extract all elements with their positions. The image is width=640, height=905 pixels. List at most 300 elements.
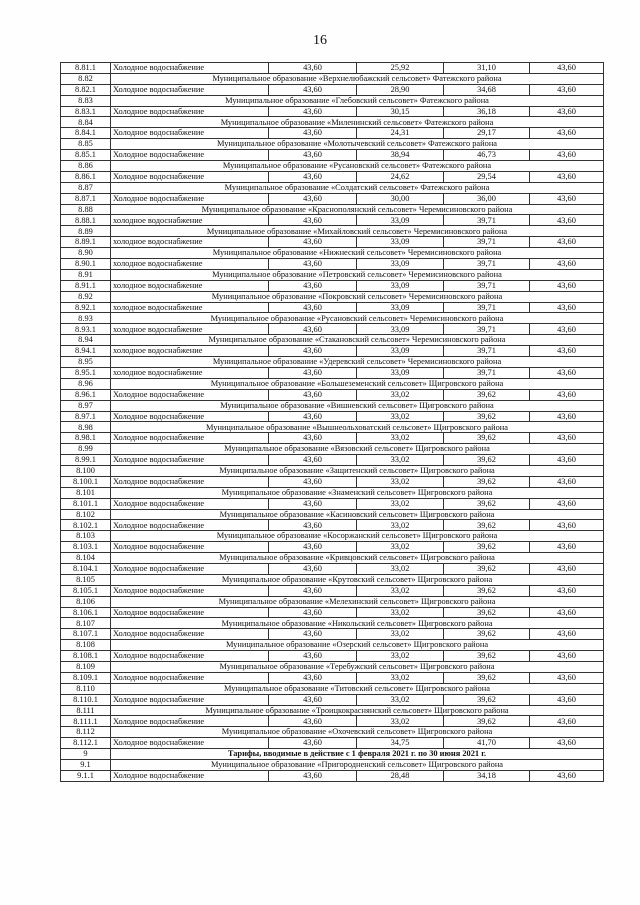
tariff-value-4: 43,60 [530,585,604,596]
row-number: 8.100 [61,465,111,476]
row-number: 8.109 [61,661,111,672]
tariff-value-3: 39,62 [444,672,530,683]
tariff-value-3: 39,71 [444,259,530,270]
row-number: 8.102 [61,509,111,520]
tariff-value-3: 31,10 [444,63,530,74]
row-number: 8.93.1 [61,324,111,335]
row-number: 8.102.1 [61,520,111,531]
service-name: холодное водоснабжение [111,259,269,270]
municipality-name: Муниципальное образование «Охочевский сельсовет» Щигровского района [111,727,604,738]
tariff-value-3: 34,68 [444,84,530,95]
row-number: 8.92 [61,291,111,302]
tariff-value-3: 41,70 [444,738,530,749]
municipality-name: Муниципальное образование «Солдатский сельсовет» Фатежского района [111,182,604,193]
tariff-value-1: 43,60 [269,433,357,444]
tariff-value-2: 33,09 [357,280,444,291]
row-number: 8.107.1 [61,629,111,640]
row-number: 8.83 [61,95,111,106]
tariff-row [61,498,604,509]
service-name: холодное водоснабжение [111,346,269,357]
tariff-value-1: 43,60 [269,215,357,226]
tariff-value-4: 43,60 [530,520,604,531]
tariff-row [61,433,604,444]
municipality-row [61,705,604,716]
municipality-row [61,73,604,84]
tariff-value-2: 33,02 [357,716,444,727]
service-name: Холодное водоснабжение [111,128,269,139]
tariff-value-1: 43,60 [269,389,357,400]
section-title: Тарифы, вводимые в действие с 1 февраля 2021 г. по 30 июня 2021 г. [111,749,604,760]
municipality-name: Муниципальное образование «Нижнеский сельсовет» Черемисиновского района [111,248,604,259]
tariff-value-1: 43,60 [269,520,357,531]
municipality-name: Муниципальное образование «Михайловский сельсовет» Черемисиновского района [111,226,604,237]
service-name: Холодное водоснабжение [111,694,269,705]
tariff-value-1: 43,60 [269,193,357,204]
tariff-value-1: 43,60 [269,629,357,640]
service-name: Холодное водоснабжение [111,585,269,596]
tariff-row [61,389,604,400]
tariff-row [61,171,604,182]
row-number: 8.89 [61,226,111,237]
tariff-value-4: 43,60 [530,563,604,574]
tariff-value-2: 33,09 [357,302,444,313]
tariff-value-3: 39,62 [444,389,530,400]
service-name: Холодное водоснабжение [111,542,269,553]
municipality-name: Муниципальное образование «Вязовский сельсовет» Щигровского района [111,444,604,455]
municipality-row [61,727,604,738]
tariff-value-2: 33,02 [357,542,444,553]
tariff-table-body [61,63,604,782]
service-name: холодное водоснабжение [111,302,269,313]
tariff-value-3: 39,62 [444,411,530,422]
municipality-name: Муниципальное образование «Глебовский сельсовет» Фатежского района [111,95,604,106]
municipality-row [61,640,604,651]
service-name: Холодное водоснабжение [111,193,269,204]
tariff-value-2: 33,09 [357,367,444,378]
tariff-row [61,259,604,270]
tariff-value-4: 43,60 [530,455,604,466]
service-name: Холодное водоснабжение [111,63,269,74]
service-name: Холодное водоснабжение [111,84,269,95]
tariff-value-2: 30,15 [357,106,444,117]
tariff-value-2: 33,02 [357,411,444,422]
municipality-name: Муниципальное образование «Троицкокраснянский сельсовет» Щигровского района [111,705,604,716]
tariff-value-2: 33,09 [357,259,444,270]
tariff-value-2: 33,02 [357,607,444,618]
municipality-row [61,335,604,346]
tariff-value-4: 43,60 [530,193,604,204]
municipality-name: Муниципальное образование «Большеземенский сельсовет» Щигровского района [111,378,604,389]
municipality-name: Муниципальное образование «Озерский сельсовет» Щигровского района [111,640,604,651]
tariff-value-1: 43,60 [269,542,357,553]
tariff-value-4: 43,60 [530,651,604,662]
tariff-row [61,324,604,335]
tariff-value-4: 43,60 [530,280,604,291]
tariff-row [61,411,604,422]
row-number: 8.96 [61,378,111,389]
service-name: Холодное водоснабжение [111,770,269,781]
tariff-value-1: 43,60 [269,738,357,749]
tariff-value-1: 43,60 [269,106,357,117]
row-number: 8.96.1 [61,389,111,400]
tariff-row [61,542,604,553]
municipality-name: Муниципальное образование «Верхнелюбажский сельсовет» Фатежского района [111,73,604,84]
tariff-value-1: 43,60 [269,346,357,357]
row-number: 8.101.1 [61,498,111,509]
row-number: 8.104.1 [61,563,111,574]
tariff-value-3: 39,71 [444,324,530,335]
municipality-row [61,248,604,259]
service-name: холодное водоснабжение [111,215,269,226]
tariff-value-4: 43,60 [530,302,604,313]
tariff-value-3: 39,62 [444,716,530,727]
tariff-value-4: 43,60 [530,128,604,139]
tariff-row [61,585,604,596]
row-number: 8.97.1 [61,411,111,422]
municipality-row [61,661,604,672]
tariff-row [61,84,604,95]
row-number: 8.99 [61,444,111,455]
service-name: Холодное водоснабжение [111,411,269,422]
row-number: 9.1 [61,760,111,771]
tariff-value-1: 43,60 [269,237,357,248]
service-name: Холодное водоснабжение [111,738,269,749]
municipality-name: Муниципальное образование «Миленинский сельсовет» Фатежского района [111,117,604,128]
tariff-value-1: 43,60 [269,563,357,574]
tariff-value-3: 39,71 [444,215,530,226]
tariff-value-3: 39,62 [444,542,530,553]
municipality-row [61,400,604,411]
tariff-value-1: 43,60 [269,498,357,509]
municipality-name: Муниципальное образование «Знаменский сельсовет» Щигровского района [111,487,604,498]
tariff-value-4: 43,60 [530,542,604,553]
tariff-value-4: 43,60 [530,433,604,444]
row-number: 9.1.1 [61,770,111,781]
municipality-name: Муниципальное образование «Мелехинский сельсовет» Щигровского района [111,596,604,607]
municipality-row [61,182,604,193]
row-number: 8.86.1 [61,171,111,182]
tariff-value-4: 43,60 [530,150,604,161]
service-name: Холодное водоснабжение [111,433,269,444]
tariff-value-4: 43,60 [530,770,604,781]
tariff-value-3: 39,71 [444,346,530,357]
municipality-row [61,618,604,629]
row-number: 8.82.1 [61,84,111,95]
municipality-name: Муниципальное образование «Стакановский сельсовет» Черемисиновского района [111,335,604,346]
municipality-row [61,444,604,455]
row-number: 8.103.1 [61,542,111,553]
tariff-value-2: 33,09 [357,324,444,335]
tariff-value-1: 43,60 [269,672,357,683]
service-name: холодное водоснабжение [111,367,269,378]
municipality-row [61,204,604,215]
tariff-value-2: 33,02 [357,498,444,509]
service-name: холодное водоснабжение [111,280,269,291]
tariff-value-3: 39,62 [444,455,530,466]
tariff-value-2: 33,02 [357,433,444,444]
service-name: Холодное водоснабжение [111,672,269,683]
tariff-value-3: 39,62 [444,433,530,444]
tariff-value-3: 29,17 [444,128,530,139]
section-number: 9 [61,749,111,760]
service-name: Холодное водоснабжение [111,389,269,400]
municipality-name: Муниципальное образование «Вышнеольховатский сельсовет» Щигровского района [111,422,604,433]
row-number: 8.92.1 [61,302,111,313]
tariff-row [61,694,604,705]
row-number: 8.111 [61,705,111,716]
tariff-value-1: 43,60 [269,694,357,705]
row-number: 8.83.1 [61,106,111,117]
tariff-value-3: 46,73 [444,150,530,161]
row-number: 8.90 [61,248,111,259]
tariff-value-4: 43,60 [530,694,604,705]
row-number: 8.91.1 [61,280,111,291]
tariff-value-3: 39,71 [444,280,530,291]
service-name: Холодное водоснабжение [111,716,269,727]
tariff-value-1: 43,60 [269,411,357,422]
tariff-value-4: 43,60 [530,629,604,640]
tariff-value-4: 43,60 [530,84,604,95]
tariff-value-3: 39,71 [444,367,530,378]
tariff-row [61,237,604,248]
tariff-value-2: 33,02 [357,389,444,400]
municipality-row [61,509,604,520]
row-number: 8.94.1 [61,346,111,357]
row-number: 8.105 [61,574,111,585]
municipality-row [61,553,604,564]
tariff-value-4: 43,60 [530,346,604,357]
municipality-name: Муниципальное образование «Пригородненский сельсовет» Щигровского района [111,760,604,771]
municipality-name: Муниципальное образование «Петровский сельсовет» Черемисиновского района [111,269,604,280]
tariff-row [61,770,604,781]
municipality-name: Муниципальное образование «Титовский сельсовет» Щигровского района [111,683,604,694]
tariff-value-2: 33,02 [357,629,444,640]
tariff-row [61,367,604,378]
tariff-row [61,672,604,683]
municipality-name: Муниципальное образование «Русановский сельсовет» Черемисиновского района [111,313,604,324]
tariff-value-1: 43,60 [269,150,357,161]
service-name: Холодное водоснабжение [111,563,269,574]
tariff-value-3: 39,71 [444,302,530,313]
service-name: Холодное водоснабжение [111,150,269,161]
tariff-value-3: 34,18 [444,770,530,781]
tariff-value-2: 33,02 [357,476,444,487]
tariff-value-3: 39,62 [444,629,530,640]
tariff-value-1: 43,60 [269,280,357,291]
tariff-value-4: 43,60 [530,716,604,727]
municipality-name: Муниципальное образование «Вишневский сельсовет» Щигровского района [111,400,604,411]
tariff-value-1: 43,60 [269,607,357,618]
section-row [61,749,604,760]
row-number: 8.110.1 [61,694,111,705]
tariff-value-2: 33,02 [357,694,444,705]
row-number: 8.89.1 [61,237,111,248]
municipality-row [61,161,604,172]
tariff-value-3: 39,62 [444,607,530,618]
municipality-name: Муниципальное образование «Русановский сельсовет» Фатежского района [111,161,604,172]
service-name: Холодное водоснабжение [111,106,269,117]
row-number: 8.112 [61,727,111,738]
tariff-value-2: 33,02 [357,585,444,596]
municipality-name: Муниципальное образование «Молотычевский сельсовет» Фатежского района [111,139,604,150]
service-name: Холодное водоснабжение [111,520,269,531]
row-number: 8.100.1 [61,476,111,487]
tariff-value-2: 28,48 [357,770,444,781]
row-number: 8.109.1 [61,672,111,683]
tariff-value-2: 33,09 [357,237,444,248]
page-number: 16 [313,33,327,48]
tariff-value-2: 28,90 [357,84,444,95]
municipality-name: Муниципальное образование «Теребужский сельсовет» Щигровского района [111,661,604,672]
row-number: 8.94 [61,335,111,346]
municipality-row [61,117,604,128]
service-name: холодное водоснабжение [111,324,269,335]
tariff-value-1: 43,60 [269,585,357,596]
tariff-value-3: 39,62 [444,694,530,705]
tariff-row [61,63,604,74]
tariff-value-1: 43,60 [269,770,357,781]
tariff-row [61,476,604,487]
service-name: Холодное водоснабжение [111,455,269,466]
row-number: 8.85 [61,139,111,150]
row-number: 8.107 [61,618,111,629]
tariff-value-3: 39,62 [444,585,530,596]
tariff-value-2: 33,09 [357,346,444,357]
tariff-value-2: 38,94 [357,150,444,161]
service-name: Холодное водоснабжение [111,629,269,640]
row-number: 8.98 [61,422,111,433]
tariff-value-1: 43,60 [269,259,357,270]
tariff-value-4: 43,60 [530,237,604,248]
service-name: Холодное водоснабжение [111,476,269,487]
row-number: 8.91 [61,269,111,280]
row-number: 8.98.1 [61,433,111,444]
row-number: 8.101 [61,487,111,498]
tariff-row [61,106,604,117]
municipality-name: Муниципальное образование «Удеревский сельсовет» Черемисиновского района [111,357,604,368]
tariff-value-2: 24,62 [357,171,444,182]
tariff-value-3: 36,18 [444,106,530,117]
service-name: Холодное водоснабжение [111,498,269,509]
tariff-value-3: 39,62 [444,563,530,574]
row-number: 8.87.1 [61,193,111,204]
row-number: 8.105.1 [61,585,111,596]
tariff-value-3: 39,62 [444,498,530,509]
tariff-value-1: 43,60 [269,171,357,182]
municipality-name: Муниципальное образование «Крутовский сельсовет» Щигровского района [111,574,604,585]
municipality-row [61,574,604,585]
tariff-value-4: 43,60 [530,106,604,117]
row-number: 8.97 [61,400,111,411]
municipality-name: Муниципальное образование «Покровский сельсовет» Черемисиновского района [111,291,604,302]
tariff-value-3: 39,62 [444,651,530,662]
tariff-value-1: 43,60 [269,324,357,335]
row-number: 8.103 [61,531,111,542]
row-number: 8.84.1 [61,128,111,139]
tariff-value-4: 43,60 [530,171,604,182]
municipality-name: Муниципальное образование «Краснополянский сельсовет» Черемисиновского района [111,204,604,215]
tariff-value-1: 43,60 [269,716,357,727]
tariff-row [61,346,604,357]
municipality-row [61,269,604,280]
tariff-row [61,128,604,139]
row-number: 8.90.1 [61,259,111,270]
tariff-value-3: 39,71 [444,237,530,248]
row-number: 8.111.1 [61,716,111,727]
tariff-value-2: 33,02 [357,455,444,466]
tariff-value-4: 43,60 [530,367,604,378]
tariff-row [61,607,604,618]
municipality-name: Муниципальное образование «Касиновский сельсовет» Щигровского района [111,509,604,520]
tariff-value-4: 43,60 [530,259,604,270]
row-number: 8.84 [61,117,111,128]
tariff-value-3: 39,62 [444,476,530,487]
tariff-table [60,62,604,782]
tariff-value-2: 33,09 [357,215,444,226]
tariff-row [61,651,604,662]
tariff-row [61,215,604,226]
row-number: 8.99.1 [61,455,111,466]
municipality-row [61,226,604,237]
municipality-row [61,313,604,324]
row-number: 8.108.1 [61,651,111,662]
tariff-value-4: 43,60 [530,215,604,226]
municipality-row [61,291,604,302]
tariff-row [61,455,604,466]
municipality-row [61,487,604,498]
tariff-row [61,150,604,161]
tariff-value-4: 43,60 [530,672,604,683]
municipality-name: Муниципальное образование «Защитенский сельсовет» Щигровского района [111,465,604,476]
municipality-row [61,760,604,771]
tariff-value-1: 43,60 [269,367,357,378]
municipality-row [61,531,604,542]
tariff-value-4: 43,60 [530,389,604,400]
tariff-value-3: 36,00 [444,193,530,204]
tariff-value-2: 33,02 [357,672,444,683]
tariff-row [61,563,604,574]
municipality-row [61,596,604,607]
row-number: 8.85.1 [61,150,111,161]
tariff-value-2: 30,00 [357,193,444,204]
service-name: Холодное водоснабжение [111,171,269,182]
tariff-value-3: 29,54 [444,171,530,182]
tariff-value-4: 43,60 [530,607,604,618]
row-number: 8.106 [61,596,111,607]
tariff-value-1: 43,60 [269,476,357,487]
municipality-name: Муниципальное образование «Косоржанский сельсовет» Щигровского района [111,531,604,542]
service-name: Холодное водоснабжение [111,607,269,618]
tariff-value-2: 33,02 [357,651,444,662]
tariff-value-1: 43,60 [269,455,357,466]
row-number: 8.108 [61,640,111,651]
municipality-row [61,378,604,389]
service-name: холодное водоснабжение [111,237,269,248]
tariff-row [61,302,604,313]
tariff-value-1: 43,60 [269,128,357,139]
tariff-row [61,716,604,727]
tariff-value-4: 43,60 [530,63,604,74]
tariff-value-1: 43,60 [269,63,357,74]
row-number: 8.95 [61,357,111,368]
tariff-value-1: 43,60 [269,651,357,662]
row-number: 8.88.1 [61,215,111,226]
municipality-row [61,357,604,368]
tariff-value-1: 43,60 [269,84,357,95]
row-number: 8.106.1 [61,607,111,618]
tariff-value-4: 43,60 [530,411,604,422]
tariff-value-4: 43,60 [530,498,604,509]
